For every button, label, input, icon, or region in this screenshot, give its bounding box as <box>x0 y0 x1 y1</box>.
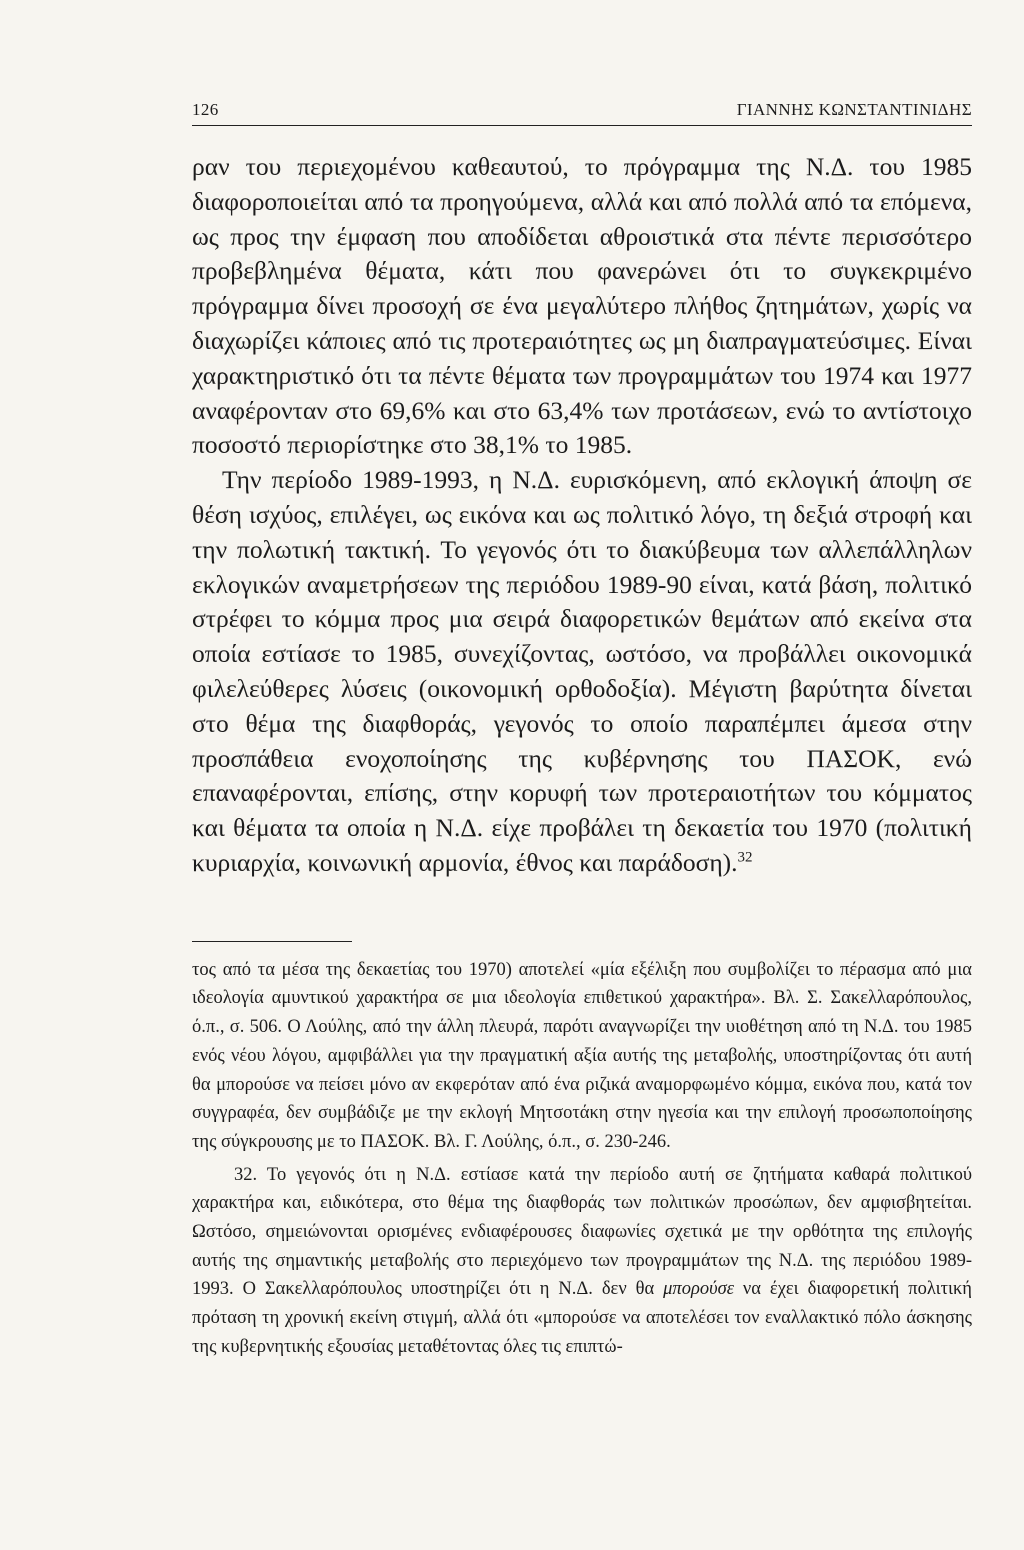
footnote-emphasis: μπορούσε <box>663 1279 734 1300</box>
footnote-32 <box>192 1161 972 1362</box>
paragraph <box>192 463 972 881</box>
main-text <box>192 150 972 881</box>
running-header <box>192 100 972 126</box>
footnotes <box>192 956 972 1362</box>
footnote-text: 32. Το γεγονός ότι η Ν.Δ. εστίασε κατά την περίοδο αυτή σε ζητήματα καθαρά πολιτικού χαρακτήρα και, ειδικότερα, στο θέμα της διαφθοράς των πολιτικών προσώπων, δεν αμφισβητείται. Ωστόσο, σημειώνονται ορισμένες ενδιαφέρουσες διαφωνίες σχετικά με την ορθότητα της επιλογής αυτής της σημαντικής μεταβολής στο περιεχόμενο των προγραμμάτων της Ν.Δ. της περιόδου 1989-1993. Ο Σακελλαρόπουλος υποστηρίζει ότι η Ν.Δ. δεν θα <box>192 1164 972 1300</box>
footnote-reference[interactable]: 32 <box>737 849 753 866</box>
footnote-text: να έχει διαφορετική πολιτική πρόταση τη χρονική εκείνη στιγμή, αλλά ότι «μπορούσε να αποτελέσει τον εναλλακτικό πόλο άσκησης της κυβερνητικής εξουσίας μεταθέτοντας όλες τις επιπτώ- <box>192 1279 972 1357</box>
author-name: ΓΙΑΝΝΗΣ ΚΩΝΣΤΑΝΤΙΝΙΔΗΣ <box>736 100 972 119</box>
page-number: 126 <box>192 100 219 119</box>
paragraph: ραν του περιεχομένου καθεαυτού, το πρόγραμμα της Ν.Δ. του 1985 διαφοροποιείται από τα προηγούμενα, αλλά και από πολλά από τα επόμενα, ως προς την έμφαση που αποδίδεται αθροιστικά στα πέντε περισσότερο προβεβλημένα θέματα, κάτι που φανερώνει ότι το συγκεκριμένο πρόγραμμα δίνει προσοχή σε ένα μεγαλύτερο πλήθος ζητημάτων, χωρίς να διαχωρίζει κάποιες από τις προτεραιότητες ως μη διαπραγματεύσιμες. Είναι χαρακτηριστικό ότι τα πέντε θέματα των προγραμμάτων του 1974 και 1977 αναφέρονταν στο 69,6% και στο 63,4% των προτάσεων, ενώ το αντίστοιχο ποσοστό περιορίστηκε στο 38,1% το 1985. <box>192 152 972 460</box>
footnote-divider <box>192 941 352 942</box>
footnote-continued: τος από τα μέσα της δεκαετίας του 1970) αποτελεί «μία εξέλιξη που συμβολίζει το πέρασμα από μια ιδεολογία αμυντικού χαρακτήρα σε μια ιδεολογία επιθετικού χαρακτήρα». Βλ. Σ. Σακελλαρόπουλος, ό.π., σ. 506. Ο Λούλης, από την άλλη πλευρά, παρότι αναγνωρίζει την υιοθέτηση από τη Ν.Δ. του 1985 ενός νέου λόγου, αμφιβάλλει για την πραγματική αξία αυτής της μεταβολής, υποστηρίζοντας ότι αυτή θα μπορούσε να πείσει μόνο αν εκφερόταν από ένα ριζικά αναμορφωμένο κόμμα, εικόνα που, κατά τον συγγραφέα, δεν συμβάδιζε με την εκλογή Μητσοτάκη στην ηγεσία και την επιλογή προσωποποίησης της σύγκρουσης με το ΠΑΣΟΚ. Βλ. Γ. Λούλης, ό.π., σ. 230-246. <box>192 959 972 1152</box>
book-page <box>192 100 972 1362</box>
paragraph-text: Την περίοδο 1989-1993, η Ν.Δ. ευρισκόμενη, από εκλογική άποψη σε θέση ισχύος, επιλέγει, ως εικόνα και ως πολιτικό λόγο, τη δεξιά στροφή και την πολωτική τακτική. Το γεγονός ότι το διακύβευμα των αλλεπάλληλων εκλογικών αναμετρήσεων της περιόδου 1989-90 είναι, κατά βάση, πολιτικό στρέφει το κόμμα προς μια σειρά διαφορετικών θεμάτων από εκείνα στα οποία εστίασε το 1985, συνεχίζοντας, ωστόσο, να προβάλλει οικονομικά φιλελεύθερες λύσεις (οικονομική ορθοδοξία). Μέγιστη βαρύτητα δίνεται στο θέμα της διαφθοράς, γεγονός το οποίο παραπέμπει άμεσα στην προσπάθεια ενοχοποίησης της κυβέρνησης του ΠΑΣΟΚ, ενώ επαναφέρονται, επίσης, στην κορυφή των προτεραιοτήτων του κόμματος και θέματα τα οποία η Ν.Δ. είχε προβάλει τη δεκαετία του 1970 (πολιτική κυριαρχία, κοινωνική αρμονία, έθνος και παράδοση). <box>192 465 972 877</box>
